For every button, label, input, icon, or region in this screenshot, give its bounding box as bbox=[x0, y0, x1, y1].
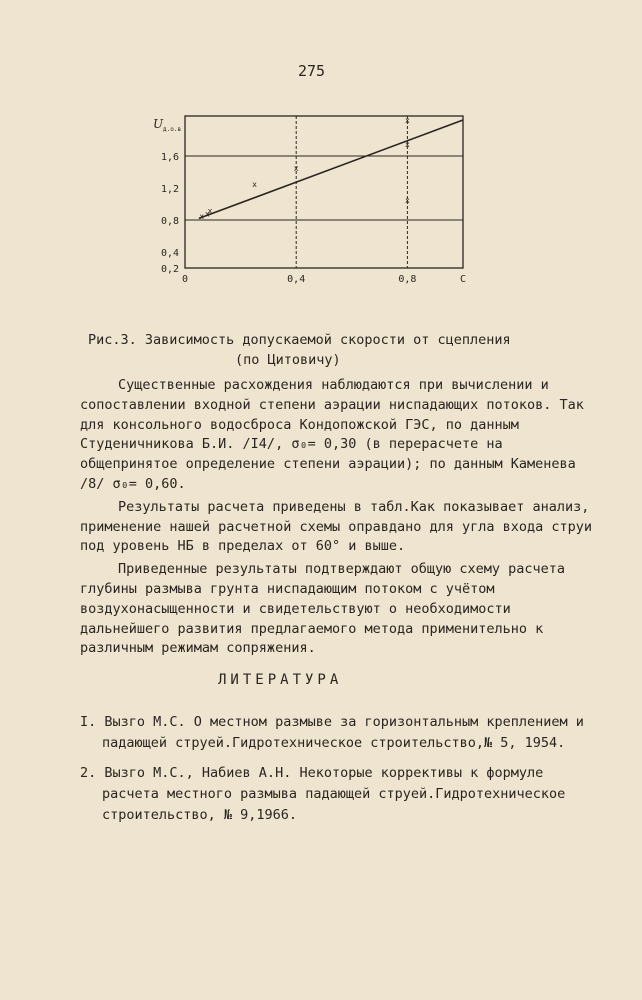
x-tick-label: 0,8 bbox=[398, 274, 417, 285]
data-point: x bbox=[404, 140, 410, 149]
caption-line-2: (по Цитовичу) bbox=[235, 352, 341, 368]
paragraph-1: Существенные расхождения наблюдаются при вычислении и сопоставлении входной степени аэрации ниспадающих потоков. Так для консольного водосброса Кондопожской ГЭС, по данным Студеничникова Б.И. /I4/, σ₀= 0,30 (в перерасчете на общепринятое определение степени аэрации); по данным Каменева /8/ σ₀= 0,60. bbox=[80, 377, 593, 492]
body-text bbox=[80, 376, 600, 662]
reference-1: I. Вызго М.С. О местном размыве за горизонтальным креплением и падающей струей.Гидротехническое строительство,№ 5, 1954. bbox=[80, 714, 584, 751]
data-point: x bbox=[252, 180, 257, 189]
figure-caption bbox=[88, 330, 511, 370]
reference-list bbox=[80, 712, 600, 835]
x-tick-label: 0 bbox=[181, 274, 189, 285]
data-point: x bbox=[293, 164, 299, 173]
caption-line-1: Рис.3. Зависимость допускаемой скорости от сцепления bbox=[88, 332, 511, 348]
data-point: x bbox=[404, 196, 410, 205]
x-tick-label: 0,4 bbox=[287, 274, 306, 285]
data-point: x bbox=[207, 206, 213, 216]
y-axis-label: U bbox=[153, 117, 164, 131]
y-tick-label: 1,2 bbox=[160, 184, 179, 195]
plot-frame bbox=[185, 116, 463, 268]
trend-line bbox=[199, 120, 463, 218]
page-number: 275 bbox=[298, 62, 326, 80]
y-axis-label-subscript: д.о.в bbox=[163, 126, 182, 133]
literature-heading: ЛИТЕРАТУРА bbox=[218, 672, 343, 688]
chart bbox=[150, 100, 480, 295]
y-tick-label: 1,6 bbox=[160, 152, 179, 163]
paragraph-3: Приведенные результаты подтверждают общую схему расчета глубины размыва грунта ниспадающим потоком с учётом воздухонасыщенности и свидетельствуют о необходимости дальнейшего развития предлагаемого метода применительно к различным режимам сопряжения. bbox=[80, 561, 574, 657]
data-point: x bbox=[199, 212, 205, 221]
reference-2: 2. Вызго М.С., Набиев А.Н. Некоторые коррективы к формуле расчета местного размыва падающей струей.Гидротехническое строительство, № 9,1966. bbox=[80, 765, 566, 823]
paragraph-2: Результаты расчета приведены в табл.Как показывает анализ, применение нашей расчетной схемы оправдано для угла входа струи под уровень НБ в пределах от 60° и выше. bbox=[80, 498, 601, 555]
x-tick-label: C bbox=[459, 274, 467, 285]
data-point: x bbox=[204, 209, 210, 219]
y-tick-label: 0,2 bbox=[160, 264, 179, 275]
data-point: x bbox=[404, 116, 410, 125]
y-tick-label: 0,8 bbox=[160, 216, 179, 227]
y-tick-label: 0,4 bbox=[160, 248, 179, 259]
